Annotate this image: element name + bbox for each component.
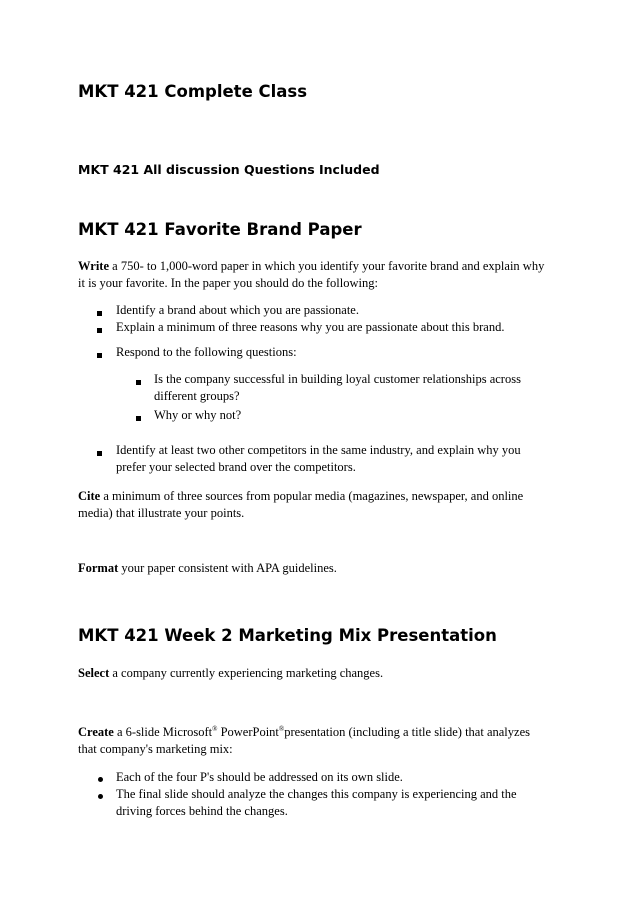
list-item	[116, 442, 521, 476]
list-item: Identify a brand about which you are passionate.	[116, 303, 359, 317]
create-bold: Create	[78, 725, 114, 739]
square-bullet-icon	[97, 353, 102, 358]
select-bold: Select	[78, 666, 110, 680]
registered-mark: ®	[212, 725, 218, 733]
create-text-c: presentation (including a title slide) that analyzes	[284, 725, 530, 739]
intro-line-1: a 750- to 1,000-word paper in which you identify your favorite brand and explain why	[109, 259, 545, 273]
intro-paragraph	[78, 258, 578, 292]
square-bullet-icon	[97, 311, 102, 316]
create-text-a: a 6-slide Microsoft	[113, 725, 213, 739]
bullet-line: Identify at least two other competitors in the same industry, and explain why you	[116, 443, 521, 457]
square-bullet-icon	[97, 451, 102, 456]
create-text-b: PowerPoint	[217, 725, 279, 739]
select-text: a company currently experiencing marketing changes.	[109, 666, 384, 680]
list-item: Why or why not?	[154, 408, 242, 422]
cite-line-1: a minimum of three sources from popular media (magazines, newspaper, and online	[100, 489, 524, 503]
list-item	[116, 786, 517, 820]
cite-paragraph	[78, 488, 578, 522]
square-bullet-icon	[136, 416, 141, 421]
bullet-line: prefer your selected brand over the competitors.	[116, 460, 356, 474]
intro-bold: Write	[78, 259, 110, 273]
format-text: your paper consistent with APA guidelines.	[118, 561, 337, 575]
format-paragraph	[78, 560, 578, 577]
sub-bullet-line: different groups?	[154, 389, 240, 403]
sub-bullet-line: Is the company successful in building loyal customer relationships across	[154, 372, 521, 386]
round-bullet-icon	[98, 794, 103, 799]
cite-bold: Cite	[78, 489, 101, 503]
list-item: Each of the four P's should be addressed on its own slide.	[116, 770, 403, 784]
format-bold: Format	[78, 561, 119, 575]
bullet-line: driving forces behind the changes.	[116, 804, 288, 818]
list-item: Explain a minimum of three reasons why you are passionate about this brand.	[116, 320, 505, 334]
cite-line-2: media) that illustrate your points.	[78, 506, 245, 520]
list-item: Respond to the following questions:	[116, 345, 297, 359]
bullet-line: The final slide should analyze the changes this company is experiencing and the	[116, 787, 517, 801]
square-bullet-icon	[136, 380, 141, 385]
discussion-heading: MKT 421 All discussion Questions Included	[78, 162, 380, 177]
round-bullet-icon	[98, 777, 103, 782]
list-item	[154, 371, 521, 405]
page-title: MKT 421 Complete Class	[78, 82, 308, 101]
create-line-2: that company's marketing mix:	[78, 742, 233, 756]
select-paragraph	[78, 665, 578, 682]
square-bullet-icon	[97, 328, 102, 333]
create-paragraph	[78, 724, 578, 758]
intro-line-2: it is your favorite. In the paper you should do the following:	[78, 276, 378, 290]
favorite-brand-heading: MKT 421 Favorite Brand Paper	[78, 220, 362, 239]
registered-mark: ®	[278, 725, 285, 733]
marketing-mix-heading: MKT 421 Week 2 Marketing Mix Presentation	[78, 626, 497, 645]
